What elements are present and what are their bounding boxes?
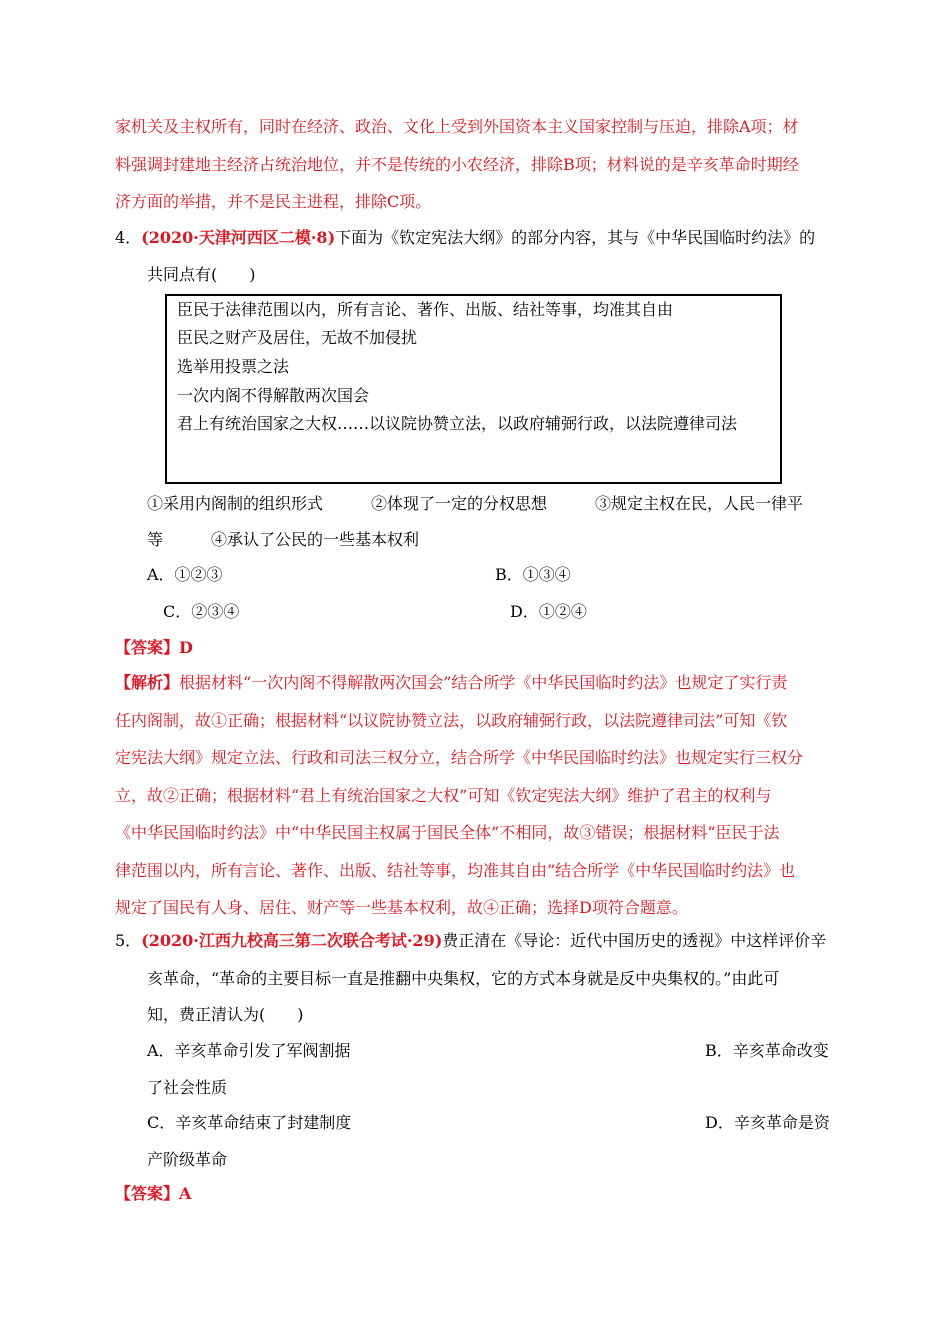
analysis-tag: 【解析】: [115, 673, 180, 692]
question-5-stem-text: 费正清在《导论：近代中国历史的透视》中这样评价辛: [442, 931, 827, 950]
intro-analysis-line-2: 料强调封建地主经济占统治地位，并不是传统的小农经济，排除B项；材料说的是辛亥革命时期经: [115, 155, 799, 174]
question-5-source: (2020·江西九校高三第二次联合考试·29): [141, 931, 443, 950]
question-4-number: 4．: [115, 228, 142, 247]
answer-tag: 【答案】: [115, 1184, 180, 1203]
question-4-option-d: D．①②④: [510, 602, 587, 621]
question-4-stem-line-2: 共同点有( ): [147, 265, 256, 284]
material-box: [165, 294, 782, 484]
question-4-answer: [115, 638, 193, 658]
question-5-option-a: A．辛亥革命引发了军阀割据: [147, 1041, 351, 1060]
question-4-analysis-line-5: 《中华民国临时约法》中“中华民国主权属于国民全体”不相同，故③错误；根据材料“臣民于法: [115, 823, 780, 842]
material-line-4: 一次内阁不得解散两次国会: [177, 386, 370, 405]
question-4-analysis-line-4: 立，故②正确；根据材料“君上有统治国家之大权”可知《钦定宪法大纲》维护了君主的权利与: [115, 786, 772, 805]
analysis-text-1: 根据材料“一次内阁不得解散两次国会”结合所学《中华民国临时约法》也规定了实行责: [179, 673, 788, 692]
question-4-source: (2020·天津河西区二模·8): [141, 228, 336, 247]
question-4-stem: [115, 228, 815, 248]
question-5-stem-line-3: 知，费正清认为( ): [147, 1005, 304, 1024]
question-4-analysis-line-3: 定宪法大纲》规定立法、行政和司法三权分立，结合所学《中华民国临时约法》也规定实行三权分: [115, 748, 804, 767]
material-line-1: 臣民于法律范围以内，所有言论、著作、出版、结社等事，均准其自由: [177, 300, 674, 319]
question-4-analysis-line-2: 任内阁制，故①正确；根据材料“以议院协赞立法，以政府辅弼行政，以法院遵律司法”可知《钦: [115, 711, 788, 730]
question-4-statements-line-1: ①采用内阁制的组织形式 ②体现了一定的分权思想 ③规定主权在民，人民一律平: [147, 494, 804, 513]
question-4-analysis-line-7: 规定了国民有人身、居住、财产等一些基本权利，故④正确；选择D项符合题意。: [115, 898, 688, 917]
intro-analysis-line-1: 家机关及主权所有，同时在经济、政治、文化上受到外国资本主义国家控制与压迫，排除A项；材: [115, 117, 799, 136]
question-4-option-a: A．①②③: [147, 565, 223, 584]
answer-value: D: [179, 638, 193, 657]
answer-tag: 【答案】: [115, 638, 180, 657]
question-5-option-b-continued: 了社会性质: [147, 1078, 228, 1097]
question-5-option-d: D．辛亥革命是资: [705, 1113, 830, 1132]
material-line-3: 选举用投票之法: [177, 357, 290, 376]
question-4-statements-line-2: 等 ④承认了公民的一些基本权利: [147, 530, 420, 549]
question-5-number: 5．: [115, 931, 142, 950]
question-5-stem-line-2: 亥革命，“革命的主要目标一直是推翻中央集权，它的方式本身就是反中央集权的。”由此可: [147, 969, 780, 988]
material-line-5: 君上有统治国家之大权……以议院协赞立法，以政府辅弼行政，以法院遵律司法: [177, 414, 738, 433]
intro-analysis-line-3: 济方面的举措，并不是民主进程，排除C项。: [115, 192, 432, 211]
question-5-answer: [115, 1184, 191, 1204]
question-5-stem: [115, 931, 826, 951]
material-line-2: 臣民之财产及居住，无故不加侵扰: [177, 328, 418, 347]
question-5-option-d-continued: 产阶级革命: [147, 1150, 228, 1169]
question-4-option-c: C．②③④: [163, 602, 240, 621]
question-4-stem-text: 下面为《钦定宪法大纲》的部分内容，其与《中华民国临时约法》的: [335, 228, 816, 247]
question-5-option-b: B．辛亥革命改变: [705, 1041, 829, 1060]
question-4-analysis-line-1: [115, 673, 787, 693]
question-5-option-c: C．辛亥革命结束了封建制度: [147, 1113, 352, 1132]
question-4-analysis-line-6: 律范围以内，所有言论、著作、出版、结社等事，均准其自由”结合所学《中华民国临时约法》也: [115, 861, 796, 880]
answer-value: A: [179, 1184, 192, 1203]
question-4-option-b: B．①③④: [495, 565, 571, 584]
